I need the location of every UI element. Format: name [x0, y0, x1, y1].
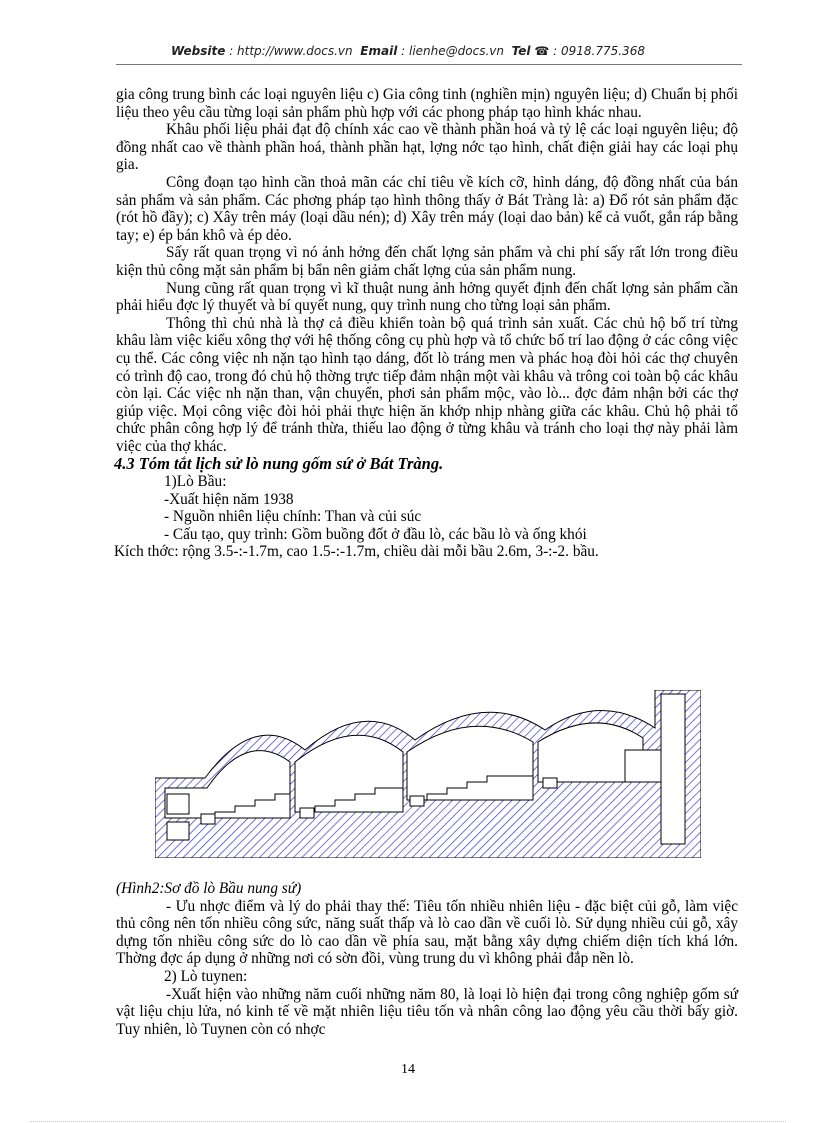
fire-hole — [410, 796, 424, 806]
tel-label: Tel — [511, 44, 531, 58]
page-header — [0, 44, 816, 58]
paragraph: Khâu phối liệu phải đạt độ chính xác cao về thành phần hoá và tỷ lệ các loại nguyên liệu; độ đồng nhất cao về thành phần hoá, thành phần hạt, lợng nớc tạo hình, chất điện giải hay các loại phụ gia. — [116, 121, 738, 174]
paragraph: - Ưu nhợc điểm và lý do phải thay thế: Tiêu tốn nhiều nhiên liệu - đặc biệt củi gỗ, làm việc thủ công nên tốn nhiều công sức, năng suất thấp và lò cao dần về cuối lò. Sử dụng nhiều củi gỗ, xây dựng tốn nhiều công sức do lò cao dần về phía sau, mặt bằng xây dựng chiếm diện tích khá lớn. Thờng đợc áp dụng ở những nơi có sờn đồi, vùng trung du vì không phải đắp nền lò. — [116, 897, 738, 968]
paragraph: gia công trung bình các loại nguyên liệu c) Gia công tinh (nghiền mịn) nguyên liệu; d) Chuẩn bị phối liệu theo yêu cầu từng loại sản phẩm phù hợp với các phong pháp tạo hình khác nhau. — [116, 86, 738, 121]
list-item: 1)Lò Bầu: — [164, 473, 227, 491]
bottom-divider — [30, 1121, 786, 1122]
figure-caption: (Hình2:Sơ đồ lò Bầu nung sứ) — [116, 880, 302, 897]
section-heading: 4.3 Tóm tắt lịch sử lò nung gốm sứ ở Bát Tràng. — [114, 454, 444, 474]
chimney-flue — [661, 694, 685, 844]
paragraph: Nung cũng rất quan trọng vì kĩ thuật nung ảnh hởng quyết định đến chất lợng sản phẩm cần phải hiểu đợc lý thuyết và bí quyết nung, quy trình nung cho từng loại sản phẩm. — [116, 279, 738, 315]
phone-icon: ☎ — [534, 44, 550, 58]
list-item: -Xuất hiện năm 1938 — [164, 490, 294, 508]
list-item: 2) Lò tuynen: — [164, 967, 248, 985]
kiln-diagram — [155, 690, 701, 858]
tel-value: : 0918.775.368 — [553, 44, 645, 58]
email-value[interactable]: : lienhe@docs.vn — [401, 44, 504, 58]
paragraph: Thông thì chủ nhà là thợ cả điều khiển toàn bộ quá trình sản xuất. Các chủ hộ bố trí từng khâu làm việc kiểu xông thợ với hệ thống công cụ phù hợp và tổ chức bố trí lao động ở các công việc cụ thể. Các công việc nh nặn tạo hình tạo dáng, đốt lò tráng men và phác hoạ đòi hỏi các thợ chuyên có trình độ cao, trong đó chủ hộ thờng trực tiếp đảm nhận một vài khâu và trông coi toàn bộ các khâu còn lại. Các việc nh nặn than, vận chuyển, phơi sản phẩm mộc, vào lò... đợc đảm nhận bởi các thợ giúp việc. Mọi công việc đòi hỏi phải thực hiện ăn khớp nhịp nhàng giữa các khâu. Chủ hộ phải tổ chức phân công hợp lý để tránh thừa, thiếu lao động ở từng khâu và tránh cho loại thợ này phải làm việc của thợ khác. — [116, 314, 738, 455]
fire-hole — [201, 814, 215, 824]
email-label: Email — [360, 44, 398, 58]
list-item: Kích thớc: rộng 3.5-:-1.7m, cao 1.5-:-1.7m, chiều dài mỗi bầu 2.6m, 3-:-2. bầu. — [114, 543, 599, 561]
firebox — [167, 822, 189, 840]
firebox — [167, 794, 189, 814]
after-figure-text — [116, 880, 738, 1038]
header-divider — [116, 64, 742, 65]
website-value[interactable]: : http://www.docs.vn — [229, 44, 353, 58]
paragraph: Công đoạn tạo hình cần thoả mãn các chỉ tiêu về kích cỡ, hình dáng, độ đồng nhất của bán sản phẩm và sản phẩm. Các phơng pháp tạo hình thông thấy ở Bát Tràng là: a) Đổ rót sản phẩm đặc (rót hồ đầy); c) Xây trên máy (loại dầu nén); d) Xây trên máy (loại dao bản) kể cả vuốt, gắn ráp bằng tay; e) ép bán khô và ép dẻo. — [116, 173, 738, 244]
chimney-outlet — [625, 750, 661, 782]
list-item: - Nguồn nhiên liệu chính: Than và củi súc — [164, 508, 422, 526]
paragraph: Sấy rất quan trọng vì nó ảnh hởng đến chất lợng sản phẩm và chi phí sấy rất lớn trong điều kiện thủ công mặt sản phẩm bị bẩn nên giảm chất lợng của sản phẩm nung. — [116, 244, 738, 279]
fire-hole — [300, 808, 314, 818]
fire-hole — [543, 778, 557, 788]
page-number: 14 — [401, 1062, 415, 1077]
list-item: - Cấu tạo, quy trình: Gồm buồng đốt ở đầu lò, các bầu lò và ống khói — [164, 525, 587, 543]
paragraph: -Xuất hiện vào những năm cuối những năm 80, là loại lò hiện đại trong công nghiệp gốm sứ vật liệu chịu lửa, nó kinh tế về mặt nhiên liệu tiêu tốn và nhân công lao động yêu cầu thời bấy giờ. Tuy nhiên, lò Tuynen còn có nhợc — [116, 985, 738, 1038]
website-label: Website — [171, 44, 226, 58]
body-text — [116, 86, 738, 561]
